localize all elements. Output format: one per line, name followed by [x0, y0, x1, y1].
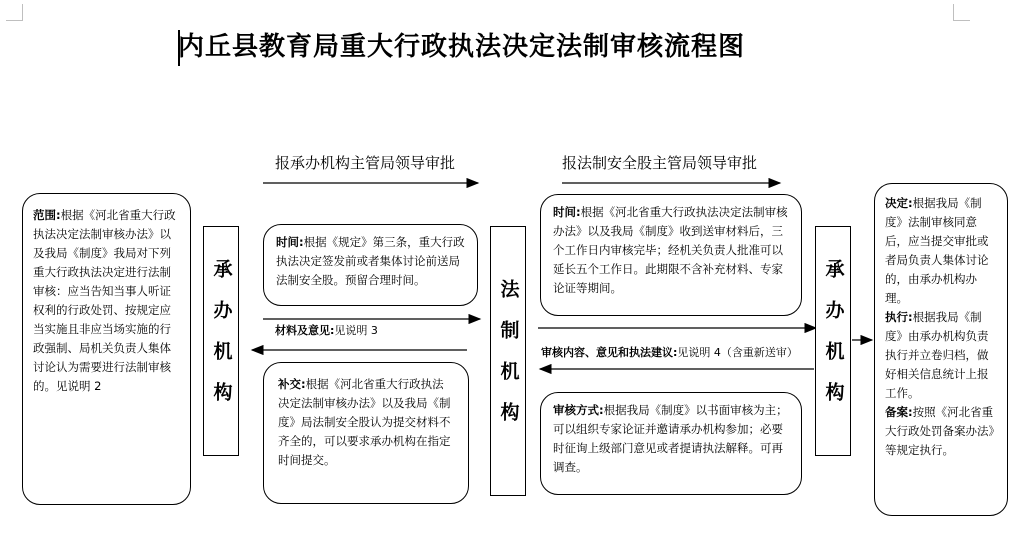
time-box-submission: [263, 224, 478, 306]
decision-label: 决定:: [885, 196, 913, 210]
decision-box: [874, 183, 1008, 516]
materials-label-text: 见说明 3: [334, 324, 378, 337]
review-content-title: 审核内容、意见和执法建议:: [541, 346, 678, 359]
supplement-box: [263, 362, 469, 504]
legal-agency-label: 法制机构: [497, 279, 520, 443]
review-method-text: 根据我局《制度》以书面审核为主；可以组织专家论证并邀请承办机构参加；必要时征询上级部门意见或者提请执法解释。可再调查。: [553, 403, 788, 474]
materials-label: [275, 322, 378, 338]
time-text: 根据《规定》第三条，重大行政执法决定签发前或者集体讨论前送局法制安全股。预留合理时间。: [276, 235, 465, 287]
filing-text: 按照《河北省重大行政处罚备案办法》等规定执行。: [885, 405, 995, 457]
execution-label: 执行:: [885, 310, 913, 324]
flow-label-undertaking-approval: 报承办机构主管局领导审批: [275, 154, 456, 172]
undertaking-agency-box-left: [203, 226, 239, 456]
decision-text: 根据我局《制度》法制审核同意后，应当提交审批或者局负责人集体讨论的，由承办机构办理。: [885, 196, 989, 305]
undertaking-agency-label-left: 承办机构: [210, 259, 233, 423]
review-content-label: [541, 344, 813, 360]
undertaking-agency-box-right: [815, 226, 851, 456]
scope-box: [22, 193, 191, 505]
flow-label-legal-approval: 报法制安全股主管局领导审批: [562, 154, 758, 172]
review-content-text: 见说明 4（含重新送审）: [677, 346, 798, 359]
time-box-review: [540, 194, 802, 316]
filing-label: 备案:: [885, 405, 913, 419]
scope-label: 范围:: [33, 208, 61, 222]
legal-agency-box: [490, 226, 526, 496]
review-method-label: 审核方式:: [553, 403, 604, 417]
supplement-text: 根据《河北省重大行政执法决定法制审核办法》以及我局《制度》局法制安全股认为提交材料不齐全的，可以要求承办机构在指定时间提交。: [278, 377, 451, 467]
review-method-box: [540, 392, 802, 495]
undertaking-agency-label-right: 承办机构: [822, 259, 845, 423]
time-label: 时间:: [276, 235, 304, 249]
page-title: 内丘县教育局重大行政执法决定法制审核流程图: [178, 32, 746, 62]
scope-text: 根据《河北省重大行政执法决定法制审核办法》以及我局《制度》我局对下列重大行政执法决定进行法制审核：应当告知当事人听证权利的行政处罚、按规定应当实施且非应当场实施的行政强制、局机关负责人集体讨论认为需要进行法制审核的。见说明 2: [33, 208, 176, 393]
materials-label-title: 材料及意见:: [275, 324, 335, 337]
review-time-label: 时间:: [553, 205, 581, 219]
review-time-text: 根据《河北省重大行政执法决定法制审核办法》以及我局《制度》收到送审材料后，三个工作日内审核完毕；经机关负责人批准可以延长五个工作日。此期限不含补充材料、专家论证等期间。: [553, 205, 788, 295]
supplement-label: 补交:: [278, 377, 306, 391]
execution-text: 根据我局《制度》由承办机构负责执行并立卷归档，做好相关信息统计上报工作。: [885, 310, 989, 400]
